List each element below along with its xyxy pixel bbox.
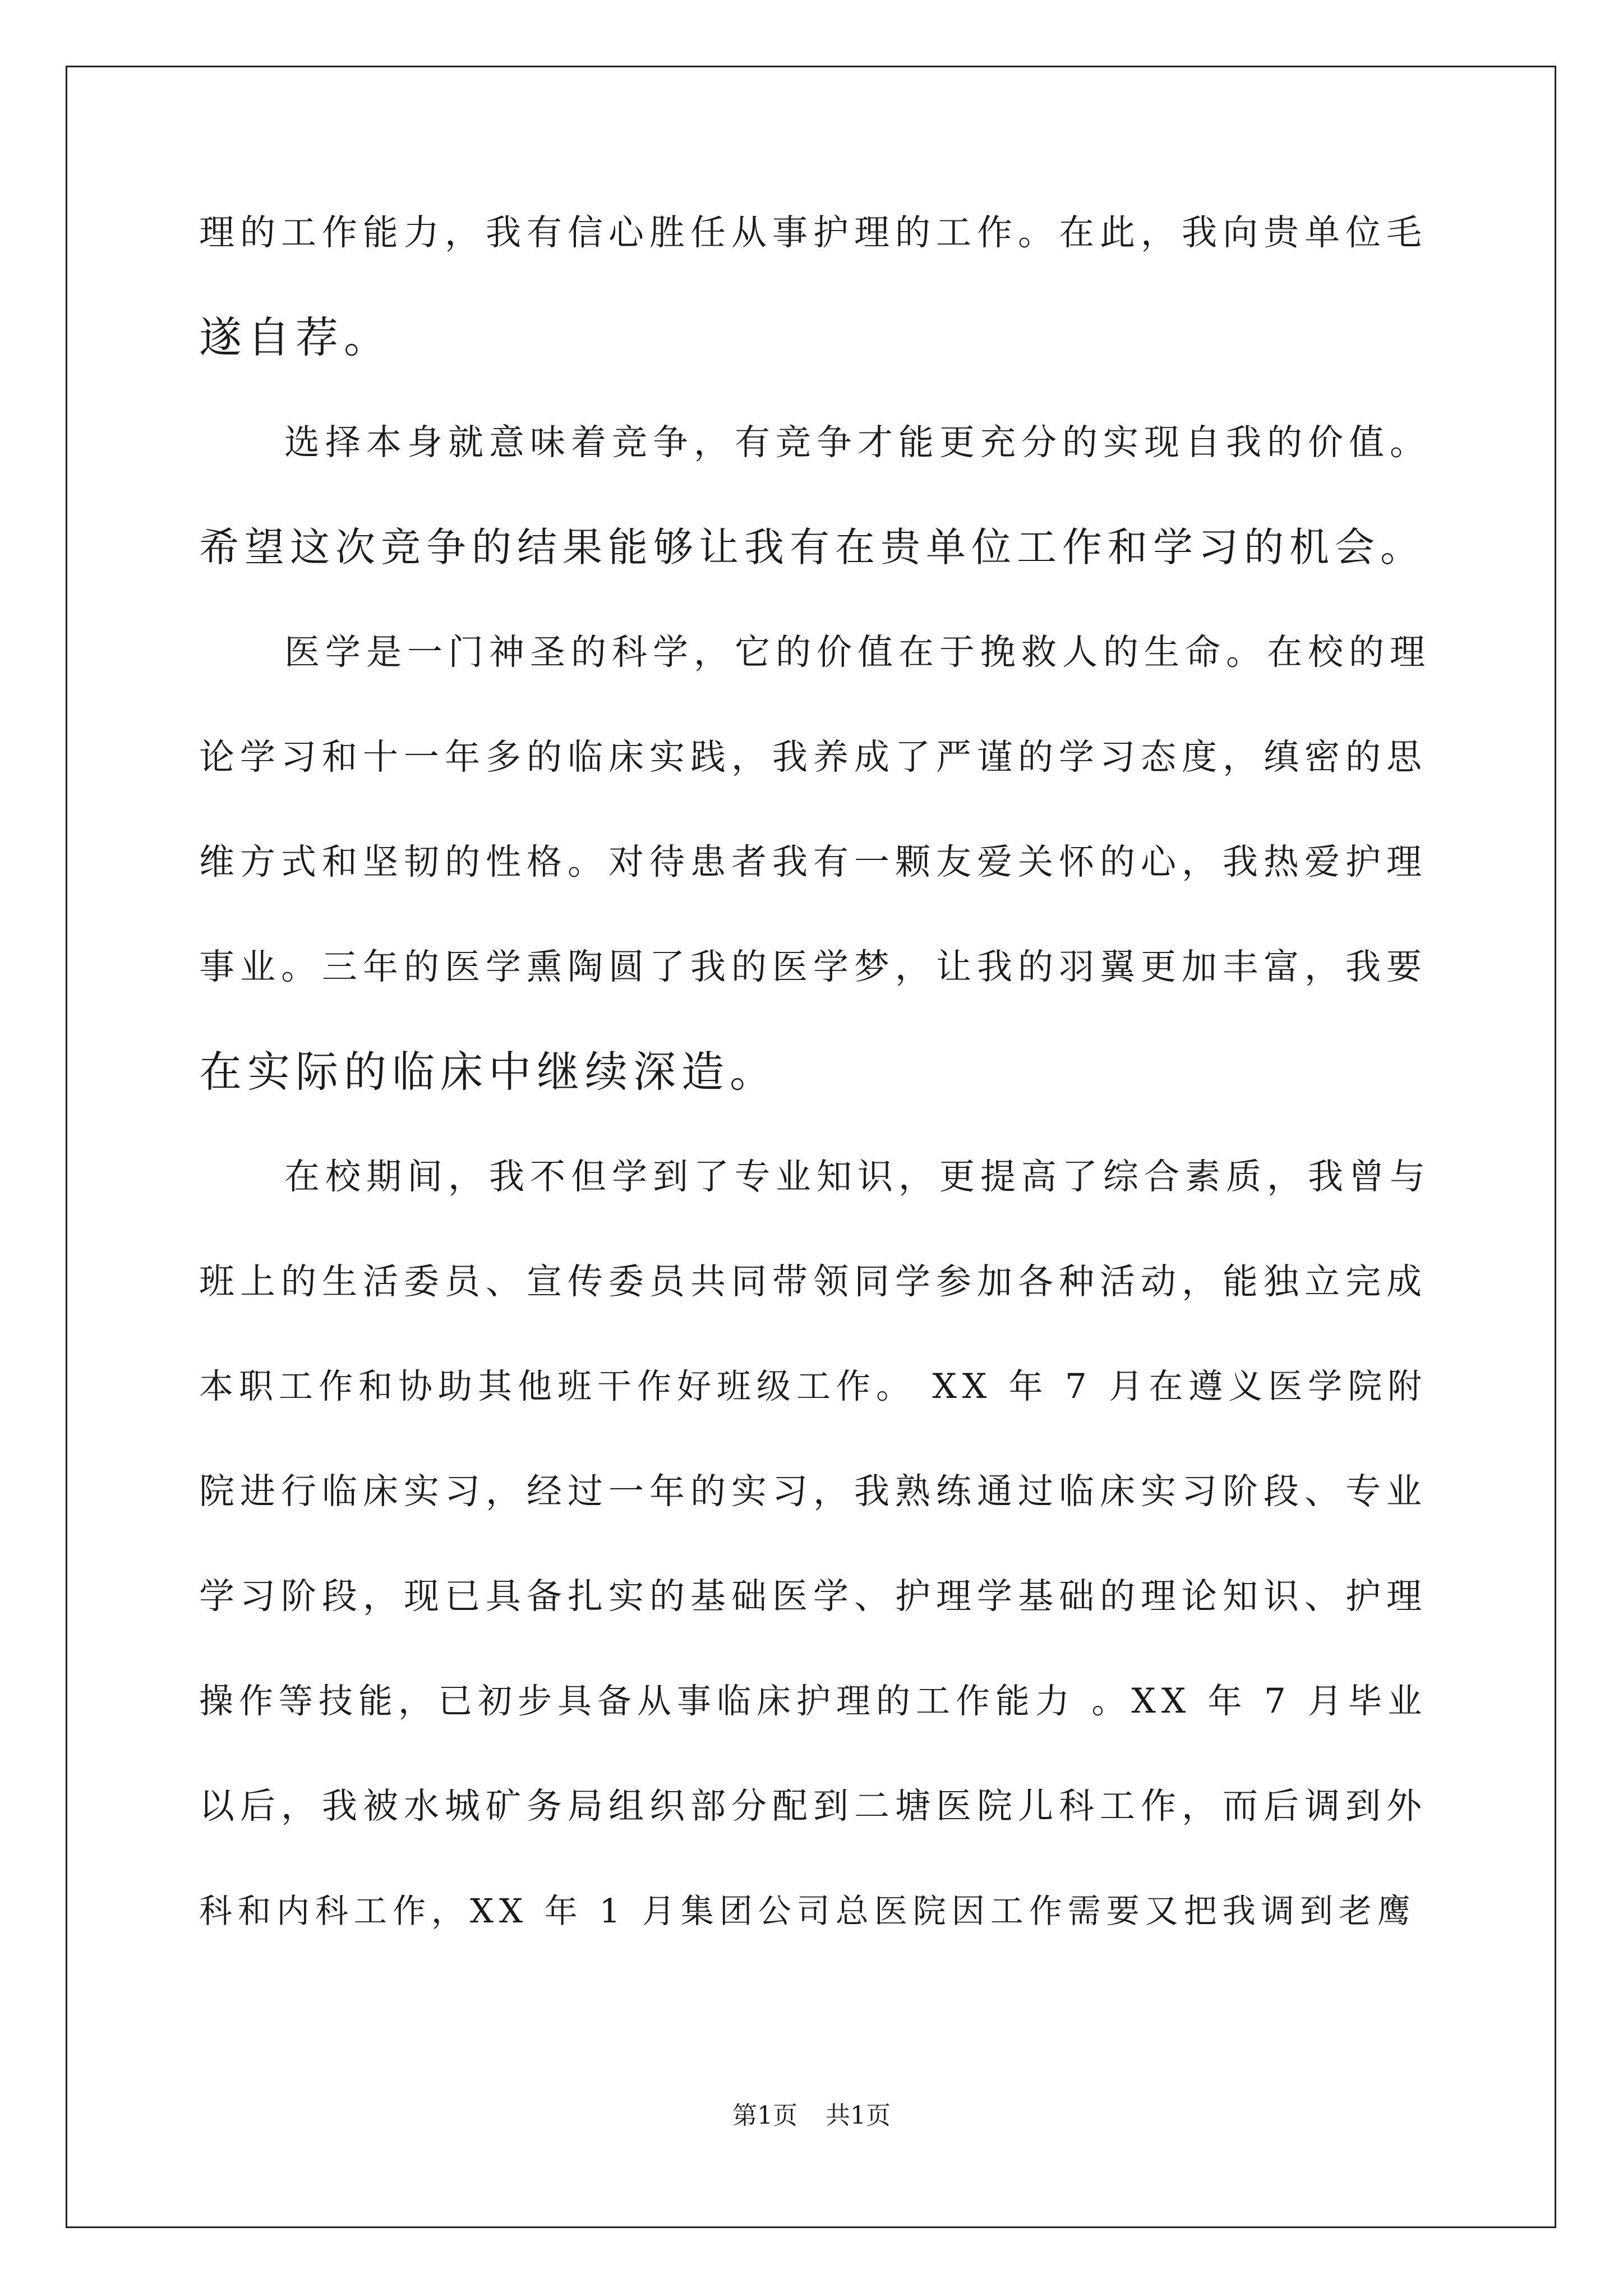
text-line: 维方式和坚韧的性格。对待患者我有一颗友爱关怀的心，我热爱护理 [199,841,1427,882]
page-total: 共1页 [826,2101,891,2130]
text-line: 医学是一门神圣的科学，它的价值在于挽救人的生命。在校的理 [284,632,1431,673]
text-line: 在实际的临床中继续深造。 [199,1047,778,1097]
text-line: 希望这次竞争的结果能够让我有在贵单位工作和学习的机会。 [199,524,1426,570]
text-line: 理的工作能力，我有信心胜任从事护理的工作。在此，我向贵单位毛 [199,212,1427,253]
page-footer [0,2095,1623,2131]
text-line: 在校期间，我不但学到了专业知识，更提高了综合素质，我曾与 [284,1156,1431,1197]
text-line: 论学习和十一年多的临床实践，我养成了严谨的学习态度，缜密的思 [199,737,1427,777]
text-line: 选择本身就意味着竞争，有竞争才能更充分的实现自我的价值。 [284,422,1431,463]
text-line: 院进行临床实习，经过一年的实习，我熟练通过临床实习阶段、专业 [199,1471,1427,1512]
text-line: 事业。三年的医学熏陶圆了我的医学梦，让我的羽翼更加丰富，我要 [199,946,1427,987]
page-number: 第1页 [732,2101,797,2130]
text-line: 本职工作和协助其他班干作好班级工作。 XX 年 7 月在遵义医学院附 [199,1366,1428,1406]
text-line: 操作等技能，已初步具备从事临床护理的工作能力 。XX 年 7 月毕业 [199,1681,1428,1721]
text-line: 遂自荐。 [199,312,392,362]
text-line: 科和内科工作，XX 年 1 月集团公司总医院因工作需要又把我调到老鹰 [199,1892,1416,1930]
text-line: 班上的生活委员、宣传委员共同带领同学参加各种活动，能独立完成 [199,1261,1427,1302]
text-line: 以后，我被水城矿务局组织部分配到二塘医院儿科工作，而后调到外 [199,1786,1427,1826]
text-line: 学习阶段，现已具备扎实的基础医学、护理学基础的理论知识、护理 [199,1576,1427,1617]
